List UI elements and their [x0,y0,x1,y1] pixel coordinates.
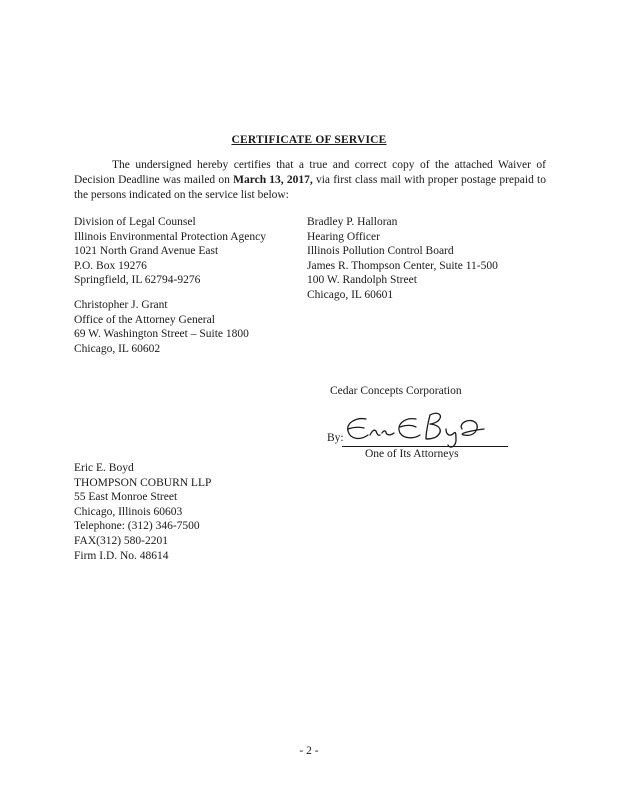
address-line: Illinois Pollution Control Board [307,245,454,258]
signer-role: One of Its Attorneys [365,448,459,460]
firm-line: Chicago, Illinois 60603 [74,505,183,518]
signature-line [342,446,508,447]
page-title: CERTIFICATE OF SERVICE [231,134,387,146]
address-line: 69 W. Washington Street – Suite 1800 [74,328,249,341]
mailing-date: March 13, 2017, [233,174,313,186]
address-line: Bradley P. Halloran [307,216,398,228]
by-label: By: [327,432,344,444]
recipient-address-iepa [74,215,266,288]
address-line: Christopher J. Grant [74,299,168,311]
firm-contact-block [74,461,211,563]
certification-paragraph [74,158,546,203]
recipient-address-attorney-general [74,298,249,356]
address-line: Springfield, IL 62794-9276 [74,274,201,287]
address-line: Hearing Officer [307,230,380,243]
address-line: Chicago, IL 60601 [307,288,394,301]
firm-line: Eric E. Boyd [74,462,134,474]
firm-line: Firm I.D. No. 48614 [74,549,169,562]
recipient-address-hearing-officer [307,215,498,303]
firm-line: 55 East Monroe Street [74,491,178,504]
address-line: James R. Thompson Center, Suite 11-500 [307,259,498,272]
paragraph-text-start: The undersigned hereby certifies that a true and correct copy of the attached Waiver of Decision Deadline was mailed on [74,159,546,186]
address-line: 100 W. Randolph Street [307,274,417,287]
address-line: P.O. Box 19276 [74,259,147,272]
firm-line: Telephone: (312) 346-7500 [74,520,200,533]
address-line: Chicago, IL 60602 [74,342,161,355]
company-name: Cedar Concepts Corporation [330,385,462,397]
firm-line: THOMPSON COBURN LLP [74,476,212,489]
address-line: Office of the Attorney General [74,313,215,326]
address-line: Illinois Environmental Protection Agency [74,230,266,243]
address-line: Division of Legal Counsel [74,216,196,228]
handwritten-signature [338,405,488,451]
page-number: - 2 - [299,745,319,757]
address-line: 1021 North Grand Avenue East [74,245,219,258]
paragraph-text-end: via first class mail with proper postage prepaid to the persons indicated on the service list below: [74,174,546,201]
firm-line: FAX(312) 580-2201 [74,534,169,547]
